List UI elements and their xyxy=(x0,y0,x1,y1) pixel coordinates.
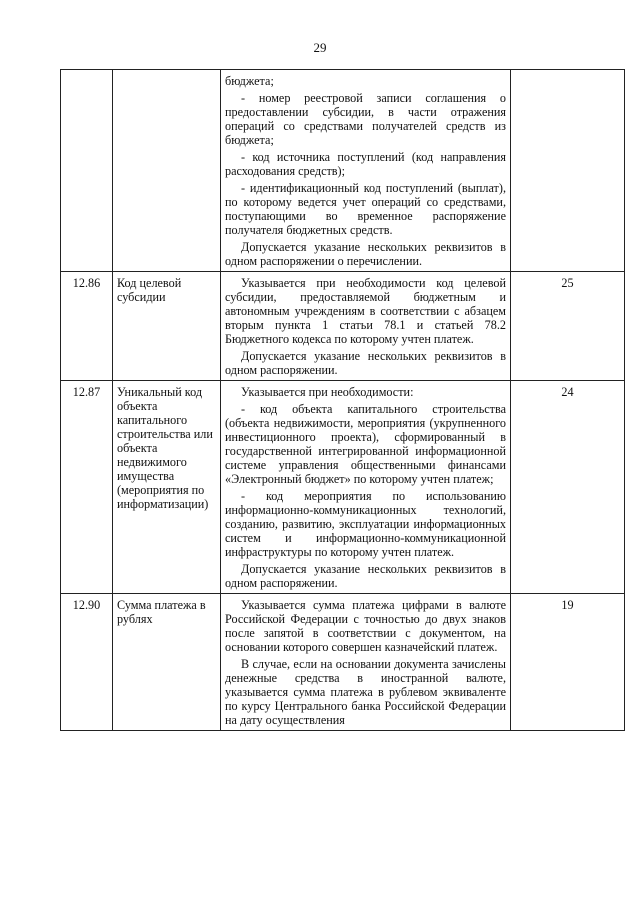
requisite-description xyxy=(221,70,511,272)
requisites-table-body xyxy=(61,70,625,731)
field-code: 25 xyxy=(511,272,625,381)
description-paragraph: бюджета; xyxy=(225,74,274,88)
description-paragraph: Допускается указание нескольких реквизитов в одном распоряжении о перечислении. xyxy=(225,240,506,268)
description-paragraph: Допускается указание нескольких реквизитов в одном распоряжении. xyxy=(225,562,506,590)
field-code xyxy=(511,70,625,272)
requisites-table xyxy=(60,69,625,731)
description-paragraph: - номер реестровой записи соглашения о предоставлении субсидии, в части отражения операций со средствами получателей средств из бюджета; xyxy=(225,91,506,147)
requisite-description xyxy=(221,594,511,731)
requisite-description xyxy=(221,272,511,381)
description-paragraph: Указывается сумма платежа цифрами в валюте Российской Федерации с точностью до двух знаков после запятой в соответствии с документом, на основании которого совершен казначейский платеж. xyxy=(225,598,506,654)
row-number xyxy=(61,70,113,272)
description-paragraph: Указывается при необходимости: xyxy=(241,385,414,399)
table-row xyxy=(61,70,625,272)
field-code: 19 xyxy=(511,594,625,731)
table-row xyxy=(61,272,625,381)
field-code: 24 xyxy=(511,381,625,594)
table-row xyxy=(61,594,625,731)
row-number: 12.86 xyxy=(61,272,113,381)
page-number: 29 xyxy=(313,40,327,55)
description-paragraph: Указывается при необходимости код целевой субсидии, предоставляемой бюджетным и автономным учреждениям в соответствии с абзацем вторым пункта 1 статьи 78.1 и статьей 78.2 Бюджетного кодекса по которому учтен платеж. xyxy=(225,276,506,346)
requisite-name: Сумма платежа в рублях xyxy=(113,594,221,731)
requisite-name: Код целевой субсидии xyxy=(113,272,221,381)
description-paragraph: - код источника поступлений (код направления расходования средств); xyxy=(225,150,506,178)
description-paragraph: - идентификационный код поступлений (выплат), по которому ведется учет операций со средствами, поступающими во временное распоряжение получателя бюджетных средств. xyxy=(225,181,506,237)
description-paragraph: - код мероприятия по использованию информационно-коммуникационных технологий, созданию, развитию, эксплуатации информационных систем и информационно-коммуникационной инфраструктуры по которому учтен платеж. xyxy=(225,489,506,559)
requisite-description xyxy=(221,381,511,594)
requisite-name xyxy=(113,70,221,272)
description-paragraph: - код объекта капитального строительства (объекта недвижимости, мероприятия (укрупненного инвестиционного проекта), сформированный в государственной интегрированной информационной системе управления общественными финансами «Электронный бюджет» по которому учтен платеж; xyxy=(225,402,506,486)
table-row xyxy=(61,381,625,594)
description-paragraph: В случае, если на основании документа зачислены денежные средства в иностранной валюте, указывается сумма платежа в рублевом эквиваленте по курсу Центрального банка Российской Федерации на дату осуществления xyxy=(225,657,506,727)
row-number: 12.87 xyxy=(61,381,113,594)
requisite-name: Уникальный код объекта капитального строительства или объекта недвижимого имущества (мероприятия по информатизации) xyxy=(113,381,221,594)
row-number: 12.90 xyxy=(61,594,113,731)
description-paragraph: Допускается указание нескольких реквизитов в одном распоряжении. xyxy=(225,349,506,377)
